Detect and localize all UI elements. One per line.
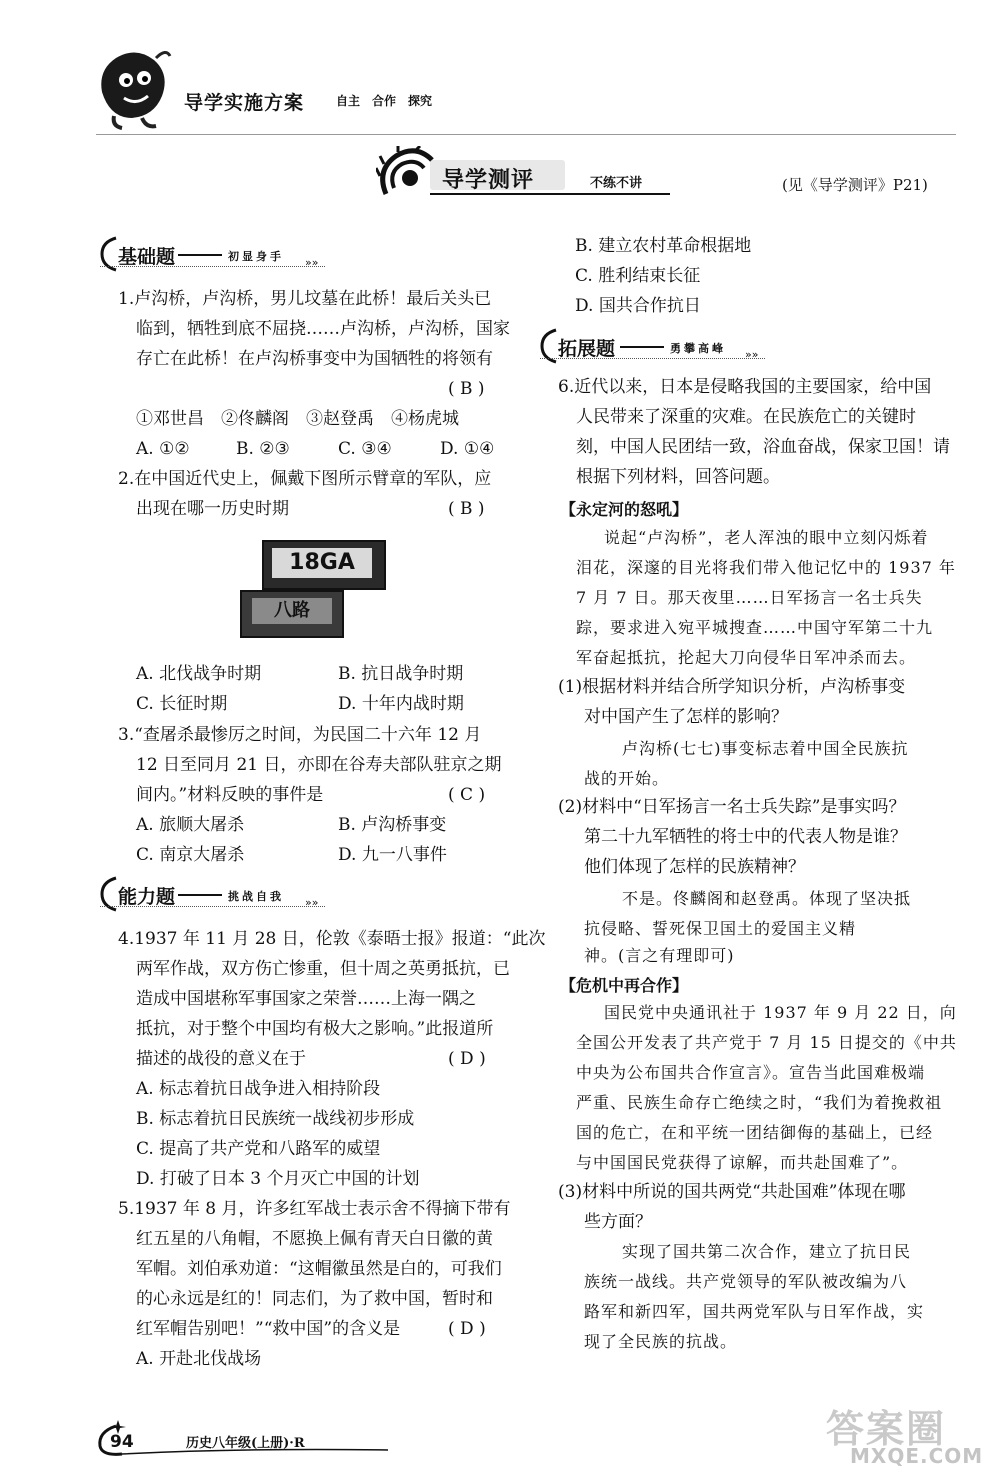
- q5-line-1: 红五星的八角帽，不愿换上佩有青天白日徽的黄: [136, 1229, 493, 1249]
- q3-opt-d: D. 九一八事件: [338, 845, 447, 865]
- q4-opt-d: D. 打破了日本 3 个月灭亡中国的计划: [136, 1169, 420, 1189]
- banner-underline: [430, 193, 670, 195]
- material-2-line: 国的危亡，在和平统一团结御侮的基础上，已经: [576, 1123, 934, 1142]
- chevrons-icon: »»: [305, 256, 319, 269]
- q1-answer: ( B ): [448, 379, 485, 399]
- section-title-basic: 基础题: [118, 246, 176, 268]
- banner-title: 导学测评: [442, 168, 535, 193]
- q1-opt-b: B. ②③: [236, 439, 290, 459]
- watermark-url: MXQE.COM: [850, 1444, 984, 1468]
- q6-answer3-line: 实现了国共第二次合作，建立了抗日民: [622, 1242, 912, 1261]
- q4-line-3: 抵抗，对于整个中国均有极大之影响。”此报道所: [136, 1019, 494, 1039]
- q2-opt-d: D. 十年内战时期: [338, 694, 464, 714]
- q1-opt-a: A. ①②: [136, 439, 190, 459]
- header-rule: [96, 134, 956, 135]
- banner-subtitle: 不练不讲: [590, 176, 643, 191]
- material-2-line: 全国公开发表了共产党于 7 月 15 日提交的《中共: [576, 1033, 957, 1052]
- q3-line-0: 3.“查屠杀最惨厉之时间，为民国二十六年 12 月: [118, 725, 482, 745]
- material-1-line: 7 月 7 日。那天夜里……日军扬言一名士兵失: [576, 588, 923, 607]
- section-bracket-icon: [540, 326, 560, 366]
- book-title: 历史八年级(上册)·R: [186, 1436, 305, 1451]
- section-bracket-icon: [100, 234, 120, 274]
- q6-answer2-line: 神。(言之有理即可): [584, 946, 735, 965]
- q1-line-0: 1.卢沟桥，卢沟桥，男儿坟墓在此桥！最后关头已: [118, 289, 492, 309]
- q5-line-2: 军帽。刘伯承劝道：“这帽徽虽然是白的，可我们: [136, 1259, 502, 1279]
- q6-sub3-line: 些方面？: [584, 1212, 652, 1232]
- q1-line-2: 存亡在此桥！在卢沟桥事变中为国牺牲的将领有: [136, 349, 493, 369]
- q5-line-0: 5.1937 年 8 月，许多红军战士表示舍不得摘下带有: [118, 1199, 511, 1219]
- material-1-line: 说起“卢沟桥”，老人浑浊的眼中立刻闪烁着: [604, 528, 929, 547]
- q6-answer3-line: 现了全民族的抗战。: [584, 1332, 738, 1351]
- armband-top: [262, 540, 386, 590]
- material-1-line: 泪花，深邃的目光将我们带入他记忆中的 1937 年: [576, 558, 956, 577]
- q6-answer2-line: 抗侵略、誓死保卫国土的爱国主义精: [584, 919, 857, 938]
- q2-line-0: 2.在中国近代史上，佩戴下图所示臂章的军队，应: [118, 469, 492, 489]
- q3-answer: ( C ): [448, 785, 486, 805]
- q6-sub2-line: 他们体现了怎样的民族精神？: [584, 857, 805, 877]
- q5-opt-c: C. 胜利结束长征: [575, 266, 701, 286]
- material-1-line: 踪，要求进入宛平城搜查……中国守军第二十九: [576, 618, 934, 637]
- q1-items: ①邓世昌 ②佟麟阁 ③赵登禹 ④杨虎城: [136, 409, 459, 429]
- q4-opt-b: B. 标志着抗日民族统一战线初步形成: [136, 1109, 415, 1129]
- q6-answer1-line: 战的开始。: [584, 769, 670, 788]
- material-2-line: 国民党中央通讯社于 1937 年 9 月 22 日，向: [604, 1003, 957, 1022]
- q4-line-2: 造成中国堪称军事国家之荣誉……上海一隅之: [136, 989, 476, 1009]
- q5-answer: ( D ): [448, 1319, 486, 1339]
- material-2-line: 严重、民族生命存亡绝续之时，“我们为着挽救祖: [576, 1093, 943, 1112]
- q2-opt-b: B. 抗日战争时期: [338, 664, 464, 684]
- q6-answer3-line: 族统一战线。共产党领导的军队被改编为八: [584, 1272, 908, 1291]
- q4-opt-a: A. 标志着抗日战争进入相持阶段: [136, 1079, 381, 1099]
- q6-answer3-line: 路军和新四军，国共两党军队与日军作战，实: [584, 1302, 925, 1321]
- q5-opt-b: B. 建立农村革命根据地: [575, 236, 752, 256]
- section-arrows: [100, 266, 325, 267]
- mascot-logo: [96, 48, 174, 130]
- q6-answer2-line: 不是。佟麟阁和赵登禹。体现了坚决抵: [622, 889, 912, 908]
- header-title: 导学实施方案: [184, 92, 305, 114]
- q6-sub2-line: (2)材料中“日军扬言一名士兵失踪”是事实吗？: [558, 797, 906, 817]
- section-arrows: [100, 906, 325, 907]
- q2-answer: ( B ): [448, 499, 485, 519]
- q4-opt-c: C. 提高了共产党和八路军的威望: [136, 1139, 381, 1159]
- q4-line-1: 两军作战，双方伤亡惨重，但十周之英勇抵抗，已: [136, 959, 510, 979]
- armband-image: [240, 540, 400, 636]
- header-tags: 自主 合作 探究: [336, 94, 433, 108]
- section-bracket-icon: [100, 874, 120, 914]
- section-arrows: [540, 358, 765, 359]
- q3-line-2: 间内。”材料反映的事件是: [136, 785, 324, 805]
- q2-line-1: 出现在哪一历史时期: [136, 499, 289, 519]
- chevrons-icon: »»: [745, 348, 759, 361]
- q3-opt-a: A. 旅顺大屠杀: [136, 815, 245, 835]
- q4-line-4: 描述的战役的意义在于: [136, 1049, 306, 1069]
- armband-top-label: 18GA: [272, 548, 372, 578]
- q3-line-1: 12 日至同月 21 日，亦即在谷寿夫部队驻京之期: [136, 755, 502, 775]
- q6-intro-2: 刻，中国人民团结一致，浴血奋战，保家卫国！请: [576, 437, 950, 457]
- q2-opt-a: A. 北伐战争时期: [136, 664, 262, 684]
- reference-note: (见《导学测评》P21): [782, 176, 928, 194]
- q6-intro-3: 根据下列材料，回答问题。: [576, 467, 780, 487]
- section-dash: [178, 894, 222, 896]
- q6-sub1-line: 对中国产生了怎样的影响？: [584, 707, 788, 727]
- section-sub-ability: 挑战自我: [228, 890, 284, 903]
- q6-intro-1: 人民带来了深重的灾难。在民族危亡的关键时: [576, 407, 916, 427]
- armband-bottom-label: 八路: [252, 598, 332, 624]
- q1-line-1: 临到，牺牲到底不屈挠……卢沟桥，卢沟桥，国家: [136, 319, 510, 339]
- q6-answer1-line: 卢沟桥(七七)事变标志着中国全民族抗: [622, 739, 909, 758]
- q1-opt-c: C. ③④: [338, 439, 392, 459]
- material-1-line: 军奋起抵抗，抡起大刀向侵华日军冲杀而去。: [576, 648, 917, 667]
- q5-line-3: 的心永远是红的！同志们，为了救中国，暂时和: [136, 1289, 493, 1309]
- armband-bottom: [240, 590, 344, 638]
- q6-intro-0: 6.近代以来，日本是侵略我国的主要国家，给中国: [558, 377, 932, 397]
- q5-opt-d: D. 国共合作抗日: [575, 296, 701, 316]
- section-dash: [178, 254, 222, 256]
- q4-answer: ( D ): [448, 1049, 486, 1069]
- q5-line-4: 红军帽告别吧！”“救中国”的含义是: [136, 1319, 401, 1339]
- section-sub-extend: 勇攀高峰: [670, 342, 726, 355]
- section-title-ability: 能力题: [118, 886, 176, 908]
- page-number: 94: [110, 1432, 134, 1452]
- q6-sub3-line: (3)材料中所说的国共两党“共赴国难”体现在哪: [558, 1182, 906, 1202]
- q2-opt-c: C. 长征时期: [136, 694, 228, 714]
- section-title-extend: 拓展题: [558, 338, 616, 360]
- q3-opt-c: C. 南京大屠杀: [136, 845, 245, 865]
- material-2-title: 【危机中再合作】: [560, 976, 689, 995]
- section-dash: [620, 346, 664, 348]
- material-2-line: 与中国国民党获得了谅解，而共赴国难了”。: [576, 1153, 909, 1172]
- q4-line-0: 4.1937 年 11 月 28 日，伦敦《泰晤士报》报道：“此次: [118, 929, 546, 949]
- watermark-logo: 答案圈: [826, 1407, 947, 1451]
- q6-sub2-line: 第二十九军牺牲的将士中的代表人物是谁？: [584, 827, 907, 847]
- section-sub-basic: 初显身手: [228, 250, 284, 263]
- material-1-title: 【永定河的怒吼】: [560, 500, 689, 519]
- q6-sub1-line: (1)根据材料并结合所学知识分析，卢沟桥事变: [558, 677, 906, 697]
- chevrons-icon: »»: [305, 896, 319, 909]
- q1-opt-d: D. ①④: [440, 439, 495, 459]
- q5-opt-a: A. 开赴北伐战场: [136, 1349, 262, 1369]
- material-2-line: 中央为公布国共合作宣言》。宣告当此国难极端: [576, 1063, 926, 1082]
- q3-opt-b: B. 卢沟桥事变: [338, 815, 447, 835]
